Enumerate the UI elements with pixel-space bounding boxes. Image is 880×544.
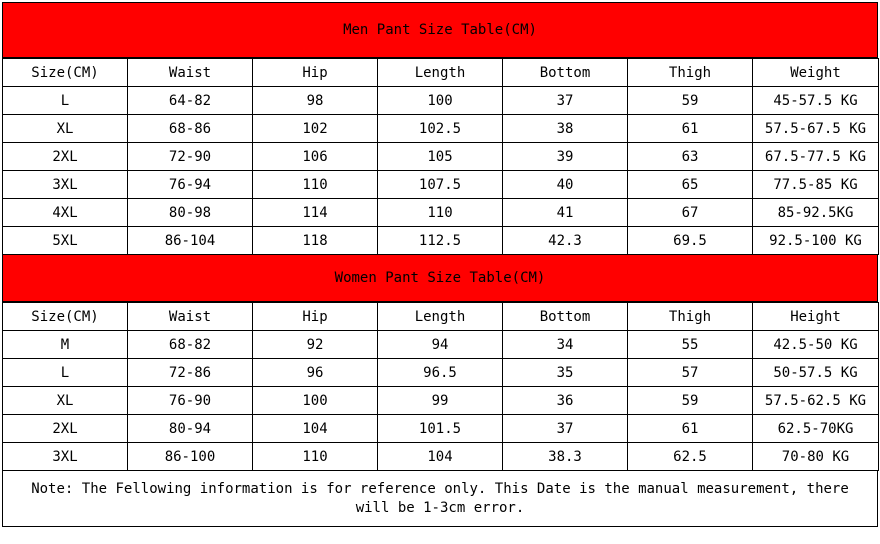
table-cell: XL	[3, 115, 128, 143]
table-cell: 61	[628, 115, 753, 143]
table-cell: 118	[253, 227, 378, 255]
table-row	[3, 87, 879, 115]
column-header: Length	[378, 59, 503, 87]
table-cell: 37	[503, 87, 628, 115]
column-header: Bottom	[503, 59, 628, 87]
table-row	[3, 227, 879, 255]
column-header: Thigh	[628, 303, 753, 331]
table-cell: 80-94	[128, 415, 253, 443]
table-cell: 41	[503, 199, 628, 227]
table-cell: 102.5	[378, 115, 503, 143]
column-header: Size(CM)	[3, 59, 128, 87]
column-header: Waist	[128, 59, 253, 87]
table-cell: 76-90	[128, 387, 253, 415]
table-cell: 34	[503, 331, 628, 359]
table-cell: 3XL	[3, 443, 128, 471]
column-header: Thigh	[628, 59, 753, 87]
column-header: Bottom	[503, 303, 628, 331]
table-cell: 42.5-50 KG	[753, 331, 879, 359]
women-size-table	[2, 302, 879, 471]
table-cell: 80-98	[128, 199, 253, 227]
table-cell: 39	[503, 143, 628, 171]
men-size-table	[2, 58, 879, 255]
table-cell: 45-57.5 KG	[753, 87, 879, 115]
table-cell: 76-94	[128, 171, 253, 199]
table-cell: 38	[503, 115, 628, 143]
column-header: Hip	[253, 59, 378, 87]
table-cell: 2XL	[3, 415, 128, 443]
table-cell: 114	[253, 199, 378, 227]
table-cell: 104	[253, 415, 378, 443]
table-cell: 69.5	[628, 227, 753, 255]
table-cell: 86-104	[128, 227, 253, 255]
table-cell: 62.5	[628, 443, 753, 471]
table-cell: L	[3, 359, 128, 387]
table-cell: 85-92.5KG	[753, 199, 879, 227]
table-cell: 65	[628, 171, 753, 199]
table-cell: 92.5-100 KG	[753, 227, 879, 255]
table-row	[3, 171, 879, 199]
table-cell: 57.5-67.5 KG	[753, 115, 879, 143]
table-cell: 5XL	[3, 227, 128, 255]
men-table-title: Men Pant Size Table(CM)	[2, 2, 878, 58]
table-cell: 4XL	[3, 199, 128, 227]
column-header: Length	[378, 303, 503, 331]
table-cell: 40	[503, 171, 628, 199]
table-cell: 106	[253, 143, 378, 171]
table-cell: M	[3, 331, 128, 359]
table-cell: 100	[253, 387, 378, 415]
table-cell: 67	[628, 199, 753, 227]
women-table-title: Women Pant Size Table(CM)	[2, 255, 878, 302]
table-cell: 72-86	[128, 359, 253, 387]
measurement-note: Note: The Fellowing information is for reference only. This Date is the manual measurement, there will be 1-3cm error.	[2, 471, 878, 527]
table-cell: 63	[628, 143, 753, 171]
table-cell: 68-86	[128, 115, 253, 143]
table-cell: 96.5	[378, 359, 503, 387]
table-cell: 92	[253, 331, 378, 359]
table-cell: 102	[253, 115, 378, 143]
table-cell: 72-90	[128, 143, 253, 171]
table-cell: 110	[253, 171, 378, 199]
table-cell: 2XL	[3, 143, 128, 171]
table-cell: 64-82	[128, 87, 253, 115]
column-header: Weight	[753, 59, 879, 87]
column-header: Waist	[128, 303, 253, 331]
size-chart	[2, 2, 878, 527]
table-cell: L	[3, 87, 128, 115]
table-row	[3, 415, 879, 443]
table-cell: 112.5	[378, 227, 503, 255]
table-row	[3, 387, 879, 415]
table-cell: 42.3	[503, 227, 628, 255]
table-cell: 98	[253, 87, 378, 115]
table-cell: 100	[378, 87, 503, 115]
table-cell: 110	[253, 443, 378, 471]
column-header: Hip	[253, 303, 378, 331]
table-cell: XL	[3, 387, 128, 415]
table-cell: 62.5-70KG	[753, 415, 879, 443]
table-row	[3, 143, 879, 171]
table-cell: 110	[378, 199, 503, 227]
women-header-row	[3, 303, 879, 331]
men-header-row	[3, 59, 879, 87]
table-cell: 35	[503, 359, 628, 387]
table-cell: 94	[378, 331, 503, 359]
table-cell: 3XL	[3, 171, 128, 199]
table-cell: 99	[378, 387, 503, 415]
table-cell: 86-100	[128, 443, 253, 471]
table-cell: 96	[253, 359, 378, 387]
table-cell: 77.5-85 KG	[753, 171, 879, 199]
table-cell: 61	[628, 415, 753, 443]
table-cell: 37	[503, 415, 628, 443]
table-cell: 107.5	[378, 171, 503, 199]
table-cell: 50-57.5 KG	[753, 359, 879, 387]
table-cell: 101.5	[378, 415, 503, 443]
table-cell: 36	[503, 387, 628, 415]
table-cell: 59	[628, 87, 753, 115]
table-cell: 70-80 KG	[753, 443, 879, 471]
table-cell: 104	[378, 443, 503, 471]
table-row	[3, 115, 879, 143]
table-cell: 68-82	[128, 331, 253, 359]
table-row	[3, 199, 879, 227]
table-cell: 59	[628, 387, 753, 415]
column-header: Height	[753, 303, 879, 331]
table-cell: 57.5-62.5 KG	[753, 387, 879, 415]
table-cell: 55	[628, 331, 753, 359]
table-cell: 67.5-77.5 KG	[753, 143, 879, 171]
table-row	[3, 359, 879, 387]
table-cell: 105	[378, 143, 503, 171]
table-cell: 38.3	[503, 443, 628, 471]
table-row	[3, 331, 879, 359]
column-header: Size(CM)	[3, 303, 128, 331]
table-cell: 57	[628, 359, 753, 387]
table-row	[3, 443, 879, 471]
